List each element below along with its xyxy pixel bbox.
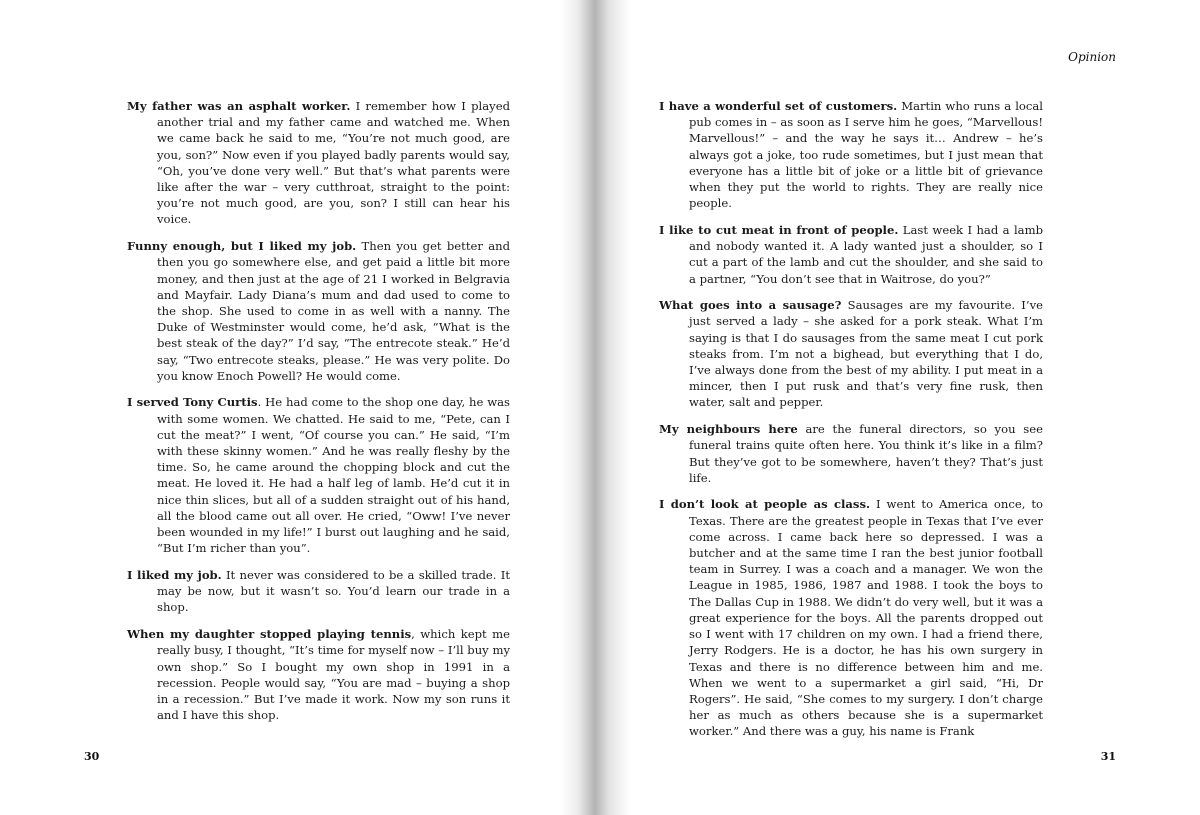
paragraph [659, 98, 1043, 211]
paragraph-body: Last week I had a lamb and nobody wanted it. A lady wanted just a shoulder, so I cut a part of the lamb and cut the shoulder, and she said to a partner, “You don’t see that in Waitrose, do you?” [689, 222, 1043, 286]
paragraph-lead: My father was an asphalt worker. [127, 99, 351, 113]
paragraph-body: Sausages are my favourite. I’ve just served a lady – she asked for a pork steak. What I’m saying is that I do sausages from the same meat I cut pork steaks from. I’m not a bighead, but everything that I do, I’ve always done from the best of my ability. I put meat in a mincer, then I put rusk and that’s very fine rusk, then water, salt and pepper. [689, 298, 1043, 410]
paragraph [127, 394, 510, 556]
page-number: 30 [84, 750, 100, 763]
left-page [0, 0, 590, 815]
paragraph-body: . He had come to the shop one day, he was with some women. We chatted. He said to me, “Pete, can I cut the meat?” I went, “Of course you can.” He said, “I’m with these skinny women.” And he was really fleshy by the time. So, he came around the chopping block and cut the meat. He loved it. He had a half leg of lamb. He’d cut it in nice thin slices, but all of a sudden straight out of his hand, all the blood came out all over. He cried, “Oww! I’ve never been wounded in my life!” I burst out laughing and he said, “But I’m richer than you”. [157, 395, 510, 556]
paragraph [127, 98, 510, 228]
paragraph-lead: When my daughter stopped playing tennis [127, 627, 412, 642]
paragraph-lead: I don’t look at people as class. [659, 497, 871, 512]
paragraph-body: are the funeral directors, so you see funeral trains quite often here. You think it’s like in a film? But they’ve got to be somewhere, haven’t they? That’s just life. [689, 422, 1043, 485]
paragraph [659, 421, 1043, 486]
paragraph [659, 297, 1043, 410]
paragraph [127, 238, 510, 384]
paragraph [127, 567, 510, 616]
paragraph-lead: I liked my job. [127, 567, 222, 582]
paragraph-body: , which kept me really busy, I thought, “It’s time for myself now – I’ll buy my own shop.” So I bought my own shop in 1991 in a recession. People would say, “You are mad – buying a shop in a recession.” But I’ve made it work. Now my son runs it and I have this shop. [157, 627, 511, 723]
paragraph-lead: I served Tony Curtis [127, 395, 258, 410]
paragraph [659, 496, 1043, 739]
left-text-column [127, 98, 510, 734]
paragraph-lead: Funny enough, but I liked my job. [127, 239, 357, 254]
paragraph-lead: I like to cut meat in front of people. [659, 222, 899, 237]
paragraph-body: I went to America once, to Texas. There are the greatest people in Texas that I’ve ever come across. I came back here so depressed. I was a butcher and at the same time I ran the best junior football team in Surrey. I was a coach and a manager. We won the League in 1985, 1986, 1987 and 1988. I took the boys to The Dallas Cup in 1988. We didn’t do very well, but it was a great experience for the boys. All the parents dropped out so I went with 17 children on my own. I had a friend there, Jerry Rodgers. He is a doctor, he has his own surgery in Texas and there is no difference between him and me. When we went to a supermarket a girl said, “Hi, Dr Rogers”. He said, “She comes to my surgery. I don’t charge her as much as others because she is a supermarket worker.” And there was a guy, his name is Frank [689, 497, 1043, 739]
running-head: Opinion [1068, 50, 1116, 64]
paragraph-lead: My neighbours here [659, 422, 798, 437]
paragraph-body: I remember how I played another trial and my father came and watched me. When we came back he said to me, “You’re not much good, are you, son?” Now even if you played badly parents would say, “Oh, you’ve done very well.” But that’s what parents were like after the war – very cutthroat, straight to the point: you’re not much good, are you, son? I still can hear his voice. [157, 99, 510, 227]
paragraph-body: Then you get better and then you go somewhere else, and get paid a little bit more money, and then just at the age of 21 I worked in Belgravia and Mayfair. Lady Diana’s mum and dad used to come to the shop. She used to come in as well with a nanny. The Duke of Westminster would come, he’d ask, “What is the best steak of the day?” I’d say, “The entrecote steak.” He’d say, “Two entrecote steaks, please.” He was very polite. Do you know Enoch Powell? He would come. [157, 239, 510, 383]
paragraph-lead: What goes into a sausage? [659, 298, 842, 313]
page-number: 31 [1100, 750, 1116, 763]
paragraph-lead: I have a wonderful set of customers. [659, 99, 898, 113]
paragraph [127, 626, 510, 723]
paragraph [659, 222, 1043, 287]
right-text-column [659, 98, 1043, 750]
paragraph-body: It never was considered to be a skilled trade. It may be now, but it wasn’t so. You’d learn our trade in a shop. [157, 567, 510, 615]
right-page [605, 0, 1200, 815]
paragraph-body: Martin who runs a local pub comes in – as soon as I serve him he goes, “Marvellous! Marvellous!” – and the way he says it… Andrew – he’s always got a joke, too rude sometimes, but I just mean that everyone has a little bit of joke or a little bit of grievance when they put the world to rights. They are really nice people. [689, 99, 1043, 211]
